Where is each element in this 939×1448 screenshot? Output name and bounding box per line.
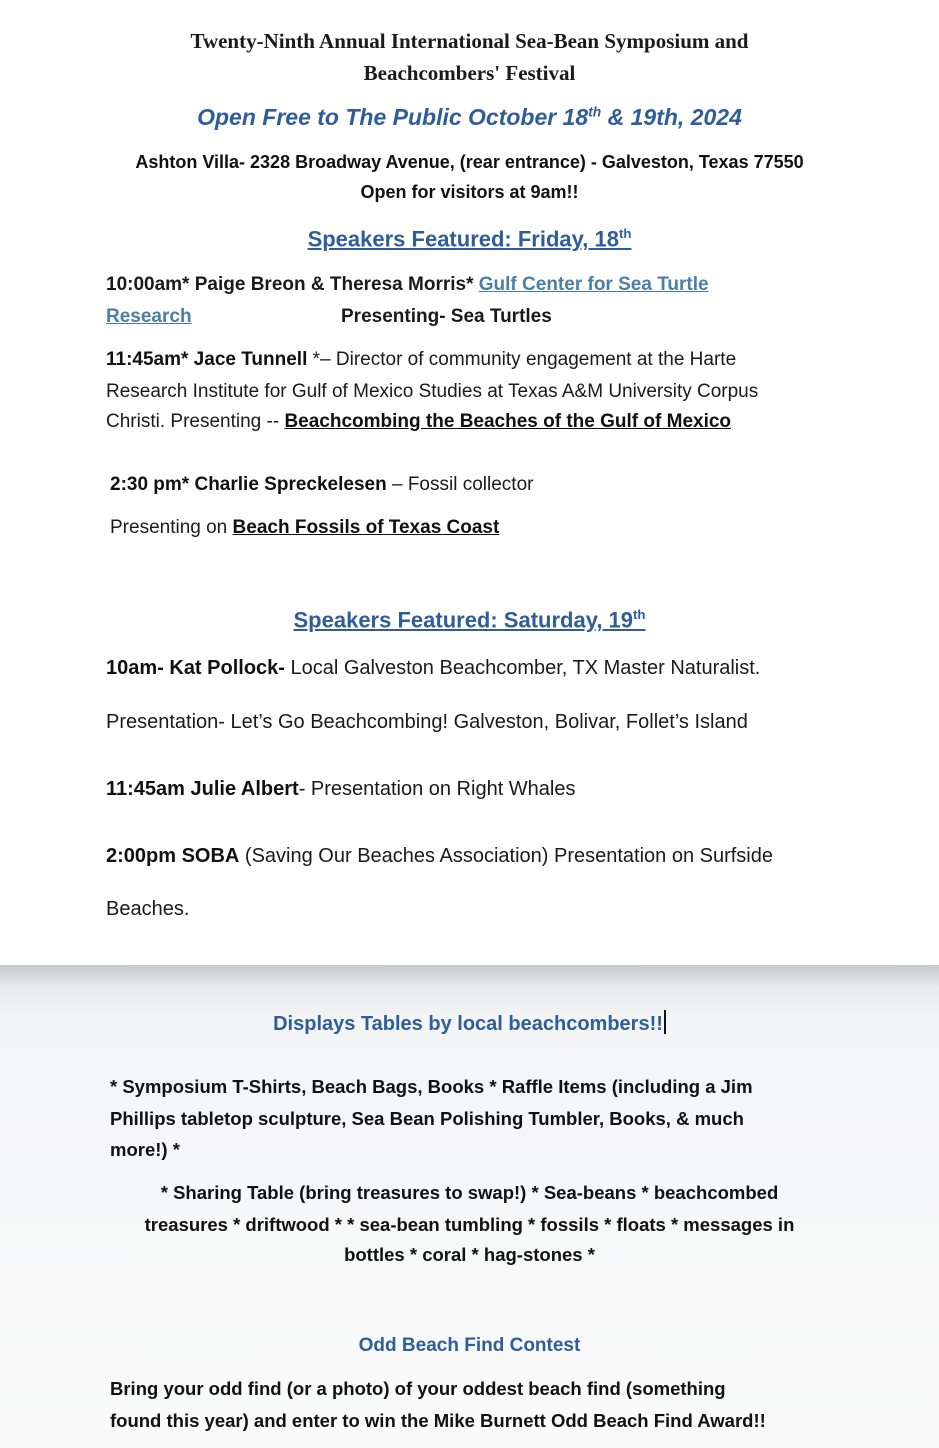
displays-heading: Displays Tables by local beachcombers!! <box>0 1010 939 1036</box>
saturday-speaker-1-presentation: Presentation- Let’s Go Beachcombing! Galveston, Bolivar, Follet’s Island <box>106 711 748 733</box>
displays-item-line3: more!) * <box>110 1139 180 1160</box>
gulf-center-link[interactable]: Gulf Center for Sea Turtle <box>478 274 709 295</box>
saturday-speaker-3: 2:00pm SOBA (Saving Our Beaches Association) Presentation on Surfside <box>106 845 773 867</box>
contest-line1: Bring your odd find (or a photo) of your oddest beach find (something <box>110 1378 726 1399</box>
sharing-line2: treasures * driftwood * * sea-bean tumbling * fossils * floats * messages in <box>144 1214 795 1235</box>
saturday-speaker-3-cont: Beaches. <box>106 898 190 920</box>
open-free-banner: Open Free to The Public October 18th & 19th, 2024 <box>197 104 742 130</box>
saturday-speaker-2: 11:45am Julie Albert- Presentation on Right Whales <box>106 778 576 800</box>
page-break-shade <box>0 965 939 1448</box>
sharing-line1: * Sharing Table (bring treasures to swap!) * Sea-beans * beachcombed <box>160 1182 779 1203</box>
friday-heading: Speakers Featured: Friday, 18th <box>307 226 632 252</box>
friday-speaker-1-cont <box>106 306 192 328</box>
text-cursor <box>664 1010 666 1034</box>
friday-speaker-2-line3: Christi. Presenting -- Beachcombing the Beaches of the Gulf of Mexico <box>106 411 732 432</box>
friday-speaker-2-line1: 11:45am* Jace Tunnell *– Director of community engagement at the Harte <box>106 349 737 370</box>
beachcombing-talk-title: Beachcombing the Beaches of the Gulf of Mexico <box>284 411 732 432</box>
saturday-speaker-1: 10am- Kat Pollock- Local Galveston Beachcomber, TX Master Naturalist. <box>106 657 761 679</box>
contest-heading: Odd Beach Find Contest <box>358 1335 581 1356</box>
friday-speaker-2-line2: Research Institute for Gulf of Mexico Studies at Texas A&M University Corpus <box>106 381 759 402</box>
sharing-line3: bottles * coral * hag-stones * <box>344 1244 595 1265</box>
open-time: Open for visitors at 9am!! <box>360 182 579 202</box>
gulf-center-link-cont[interactable]: Research <box>106 306 192 327</box>
fossils-talk-title: Beach Fossils of Texas Coast <box>232 517 500 538</box>
title-line-2: Beachcombers' Festival <box>363 61 576 85</box>
friday-speaker-3: 2:30 pm* Charlie Spreckelesen – Fossil collector <box>110 474 534 495</box>
saturday-heading: Speakers Featured: Saturday, 19th <box>293 607 646 633</box>
displays-item-line2: Phillips tabletop sculpture, Sea Bean Polishing Tumbler, Books, & much <box>110 1108 744 1129</box>
title-line-1: Twenty-Ninth Annual International Sea-Bean Symposium and <box>190 29 749 53</box>
friday-speaker-1: 10:00am* Paige Breon & Theresa Morris* Gulf Center for Sea Turtle <box>106 274 709 295</box>
friday-speaker-1-presenting: Presenting- Sea Turtles <box>341 306 552 327</box>
displays-item-line1: * Symposium T-Shirts, Beach Bags, Books * Raffle Items (including a Jim <box>110 1076 753 1097</box>
friday-speaker-3-talk: Presenting on Beach Fossils of Texas Coast <box>110 517 500 538</box>
contest-line2: found this year) and enter to win the Mike Burnett Odd Beach Find Award!! <box>110 1410 766 1431</box>
venue-address: Ashton Villa- 2328 Broadway Avenue, (rear entrance) - Galveston, Texas 77550 <box>135 152 804 172</box>
